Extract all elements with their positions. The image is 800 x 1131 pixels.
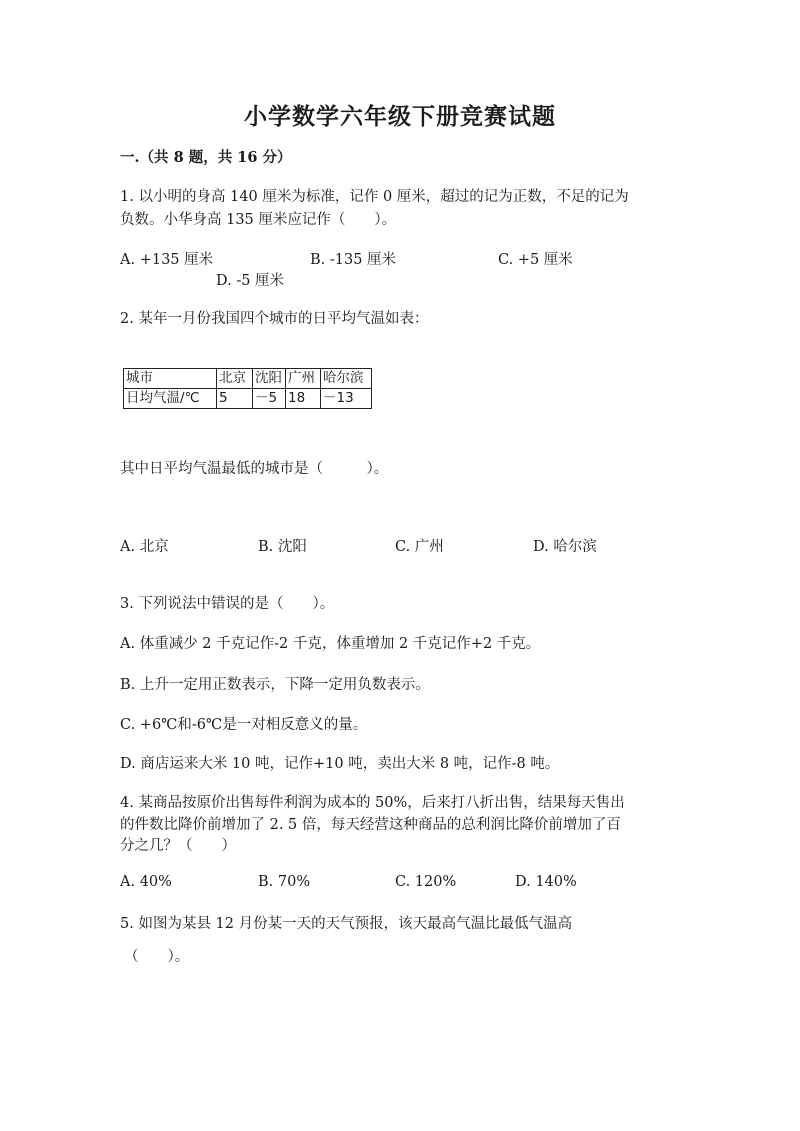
table-header-cell: 城市 (124, 369, 217, 389)
question-1-line-2: 负数。小华身高 135 厘米应记作（ ）。 (120, 212, 397, 228)
question-4-line-2: 的件数比降价前增加了 2. 5 倍，每天经营这种商品的总利润比降价前增加了百 (120, 817, 621, 833)
section-heading: 一.（共 8 题，共 16 分） (120, 149, 292, 166)
question-3-option-b: B. 上升一定用正数表示，下降一定用负数表示。 (120, 677, 430, 693)
question-1-option-c: C. +5 厘米 (498, 252, 573, 268)
page-title: 小学数学六年级下册竞赛试题 (244, 103, 556, 130)
question-3-option-c: C. +6℃和-6℃是一对相反意义的量。 (120, 717, 368, 733)
question-2-option-d: D. 哈尔滨 (533, 539, 597, 555)
table-header-row (124, 369, 372, 389)
question-1-option-d: D. -5 厘米 (216, 273, 285, 289)
question-5-line-1: 5. 如图为某县 12 月份某一天的天气预报，该天最高气温比最低气温高 (120, 916, 573, 932)
question-4-option-c: C. 120% (395, 874, 457, 890)
question-3-option-a: A. 体重减少 2 千克记作-2 千克，体重增加 2 千克记作+2 千克。 (120, 636, 541, 652)
question-4-option-b: B. 70% (258, 874, 311, 890)
table-header-cell: 广州 (286, 369, 321, 389)
question-1-option-a: A. +135 厘米 (120, 252, 214, 268)
question-5-line-2: （ ）。 (124, 949, 190, 965)
table-header-cell: 哈尔滨 (321, 369, 372, 389)
temperature-table (123, 368, 372, 409)
question-2-option-a: A. 北京 (120, 539, 169, 555)
question-2-option-b: B. 沈阳 (258, 539, 307, 555)
question-3-option-d: D. 商店运来大米 10 吨，记作+10 吨，卖出大米 8 吨，记作-8 吨。 (120, 756, 560, 772)
question-2-stem: 2. 某年一月份我国四个城市的日平均气温如表： (120, 311, 429, 327)
table-header-cell: 沈阳 (253, 369, 286, 389)
question-3-stem: 3. 下列说法中错误的是（ ）。 (120, 596, 335, 612)
table-cell: 18 (286, 389, 321, 409)
table-row (124, 389, 372, 409)
question-4-line-3: 分之几？（ ） (120, 838, 236, 854)
question-1-option-b: B. -135 厘米 (310, 252, 397, 268)
table-cell: 日均气温/℃ (124, 389, 217, 409)
table-cell: 5 (217, 389, 253, 409)
question-4-option-a: A. 40% (120, 874, 172, 890)
question-1-line-1: 1. 以小明的身高 140 厘米为标准，记作 0 厘米，超过的记为正数，不足的记为 (120, 189, 629, 205)
question-2-option-c: C. 广州 (395, 539, 444, 555)
question-2-question: 其中日平均气温最低的城市是（ ）。 (120, 461, 389, 477)
question-4-option-d: D. 140% (515, 874, 577, 890)
table-cell: －13 (321, 389, 372, 409)
table-cell: －5 (253, 389, 286, 409)
table-header-cell: 北京 (217, 369, 253, 389)
question-4-line-1: 4. 某商品按原价出售每件利润为成本的 50%，后来打八折出售，结果每天售出 (120, 795, 625, 811)
